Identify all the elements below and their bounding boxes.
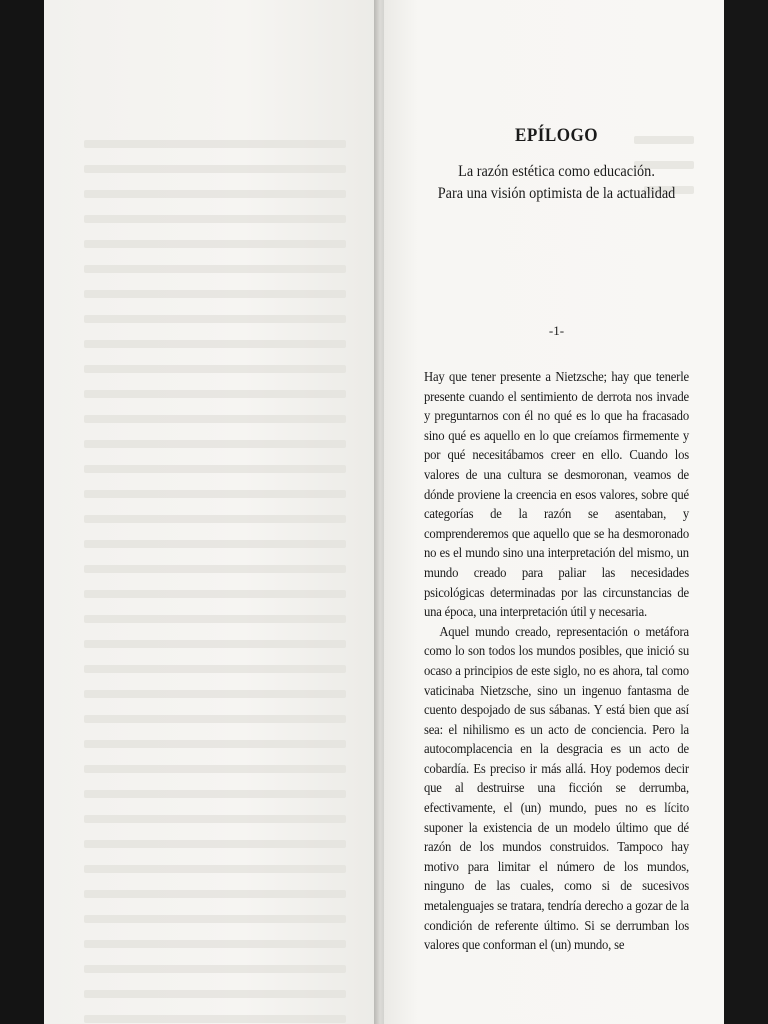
scan-background-left: [0, 0, 46, 1024]
paragraph: Hay que tener presente a Nietzsche; hay que tenerle presente cuando el sentimiento de derrota nos invade y preguntarnos con él no qué es lo que ha fracasado sino qué es aquello en lo que creíamos firmemente y por qué necesitábamos creer en ello. Cuando los valores de una cultura se desmoronan, veamos de dónde proviene la creencia en esos valores, sobre qué categorías de la razón se asentaban, y comprenderemos que aquello que se ha desmoronado no es el mundo sino una interpretación del mismo, un mundo creado para paliar las necesidades psicológicas determinadas por las circunstancias de una época, una interpretación útil y necesaria.: [424, 369, 689, 620]
scan-background-right: [724, 0, 768, 1024]
right-page: [384, 0, 724, 1024]
subtitle-line-2: Para una visión optimista de la actualidad: [437, 185, 676, 202]
left-page: [44, 0, 376, 1024]
section-number: -1-: [548, 323, 565, 338]
paragraph: Aquel mundo creado, representación o metáfora como lo son todos los mundos posibles, que inició su ocaso a principios de este siglo, no es ahora, tal como vaticinaba Nietzsche, sino un ingenuo fantasma de cuento despojado de sus sábanas. Y está bien que así sea: el nihilismo es un acto de conciencia. Pero la autocomplacencia en la desgracia es un acto de cobardía. Es preciso ir más allá. Hoy podemos decir que al destruirse una ficción se derrumba, efectivamente, el (un) mundo, pues no es lícito suponer la existencia de un modelo último que dé razón de los mundos construidos. Tampoco hay motivo para limitar el número de los mundos, ninguno de las cuales, como si de sucesivos metalenguajes se tratara, tendría derecho a gozar de la condición de referente último. Si se derrumban los valores que conforman el (un) mundo, se: [424, 623, 689, 953]
epilogue-content: [424, 125, 689, 955]
bleed-through-text: [84, 140, 346, 1024]
body-text: [424, 367, 689, 955]
subtitle-line-1: La razón estética como educación.: [458, 163, 655, 180]
chapter-title: EPÍLOGO: [515, 125, 598, 146]
